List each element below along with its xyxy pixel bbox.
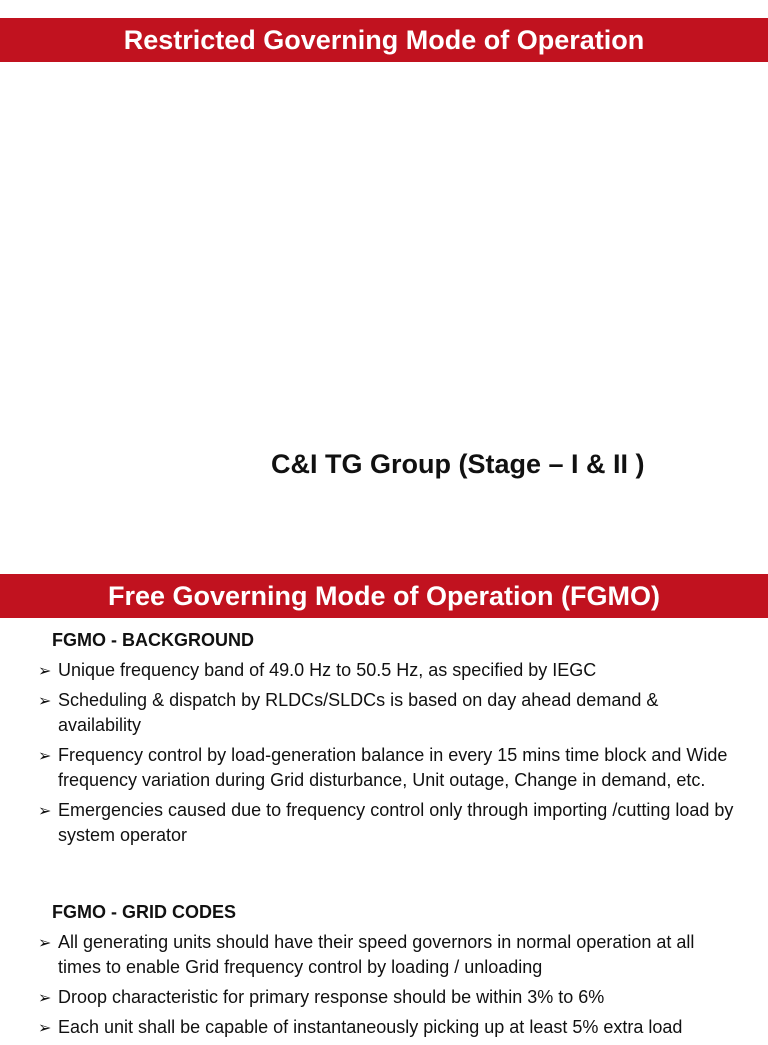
slide-1-title: Restricted Governing Mode of Operation xyxy=(0,18,768,62)
bullet-item xyxy=(38,688,738,738)
slide-1-group-label: C&I TG Group (Stage – I & II ) xyxy=(271,449,645,479)
bullet-text: All generating units should have their speed governors in normal operation at all times to enable Grid frequency control by loading / unloading xyxy=(58,932,695,977)
bullet-text: Droop characteristic for primary response should be within 3% to 6% xyxy=(58,987,605,1007)
bullet-text: Frequency control by load-generation balance in every 15 mins time block and Wide frequency variation during Grid disturbance, Unit outage, Change in demand, etc. xyxy=(58,745,728,790)
section-heading-background: FGMO - BACKGROUND xyxy=(52,630,254,650)
bullet-text: Emergencies caused due to frequency control only through importing /cutting load by system operator xyxy=(58,800,734,845)
arrow-bullet-icon: ➢ xyxy=(38,988,52,1007)
section-heading-grid-codes: FGMO - GRID CODES xyxy=(52,902,236,922)
arrow-bullet-icon: ➢ xyxy=(38,661,52,680)
bullet-item xyxy=(38,930,738,980)
grid-codes-bullet-list xyxy=(38,930,738,1045)
arrow-bullet-icon: ➢ xyxy=(38,1018,52,1037)
bullet-item xyxy=(38,1015,738,1040)
arrow-bullet-icon: ➢ xyxy=(38,933,52,952)
bullet-item xyxy=(38,985,738,1010)
bullet-text: Each unit shall be capable of instantaneously picking up at least 5% extra load xyxy=(58,1017,683,1037)
bullet-item xyxy=(38,743,738,793)
arrow-bullet-icon: ➢ xyxy=(38,801,52,820)
arrow-bullet-icon: ➢ xyxy=(38,746,52,765)
bullet-item xyxy=(38,798,738,848)
slide-2-title: Free Governing Mode of Operation (FGMO) xyxy=(0,574,768,618)
arrow-bullet-icon: ➢ xyxy=(38,691,52,710)
background-bullet-list xyxy=(38,658,738,853)
bullet-text: Unique frequency band of 49.0 Hz to 50.5 Hz, as specified by IEGC xyxy=(58,660,597,680)
bullet-text: Scheduling & dispatch by RLDCs/SLDCs is based on day ahead demand & availability xyxy=(58,690,659,735)
bullet-item xyxy=(38,658,738,683)
slide-separator xyxy=(0,518,768,574)
